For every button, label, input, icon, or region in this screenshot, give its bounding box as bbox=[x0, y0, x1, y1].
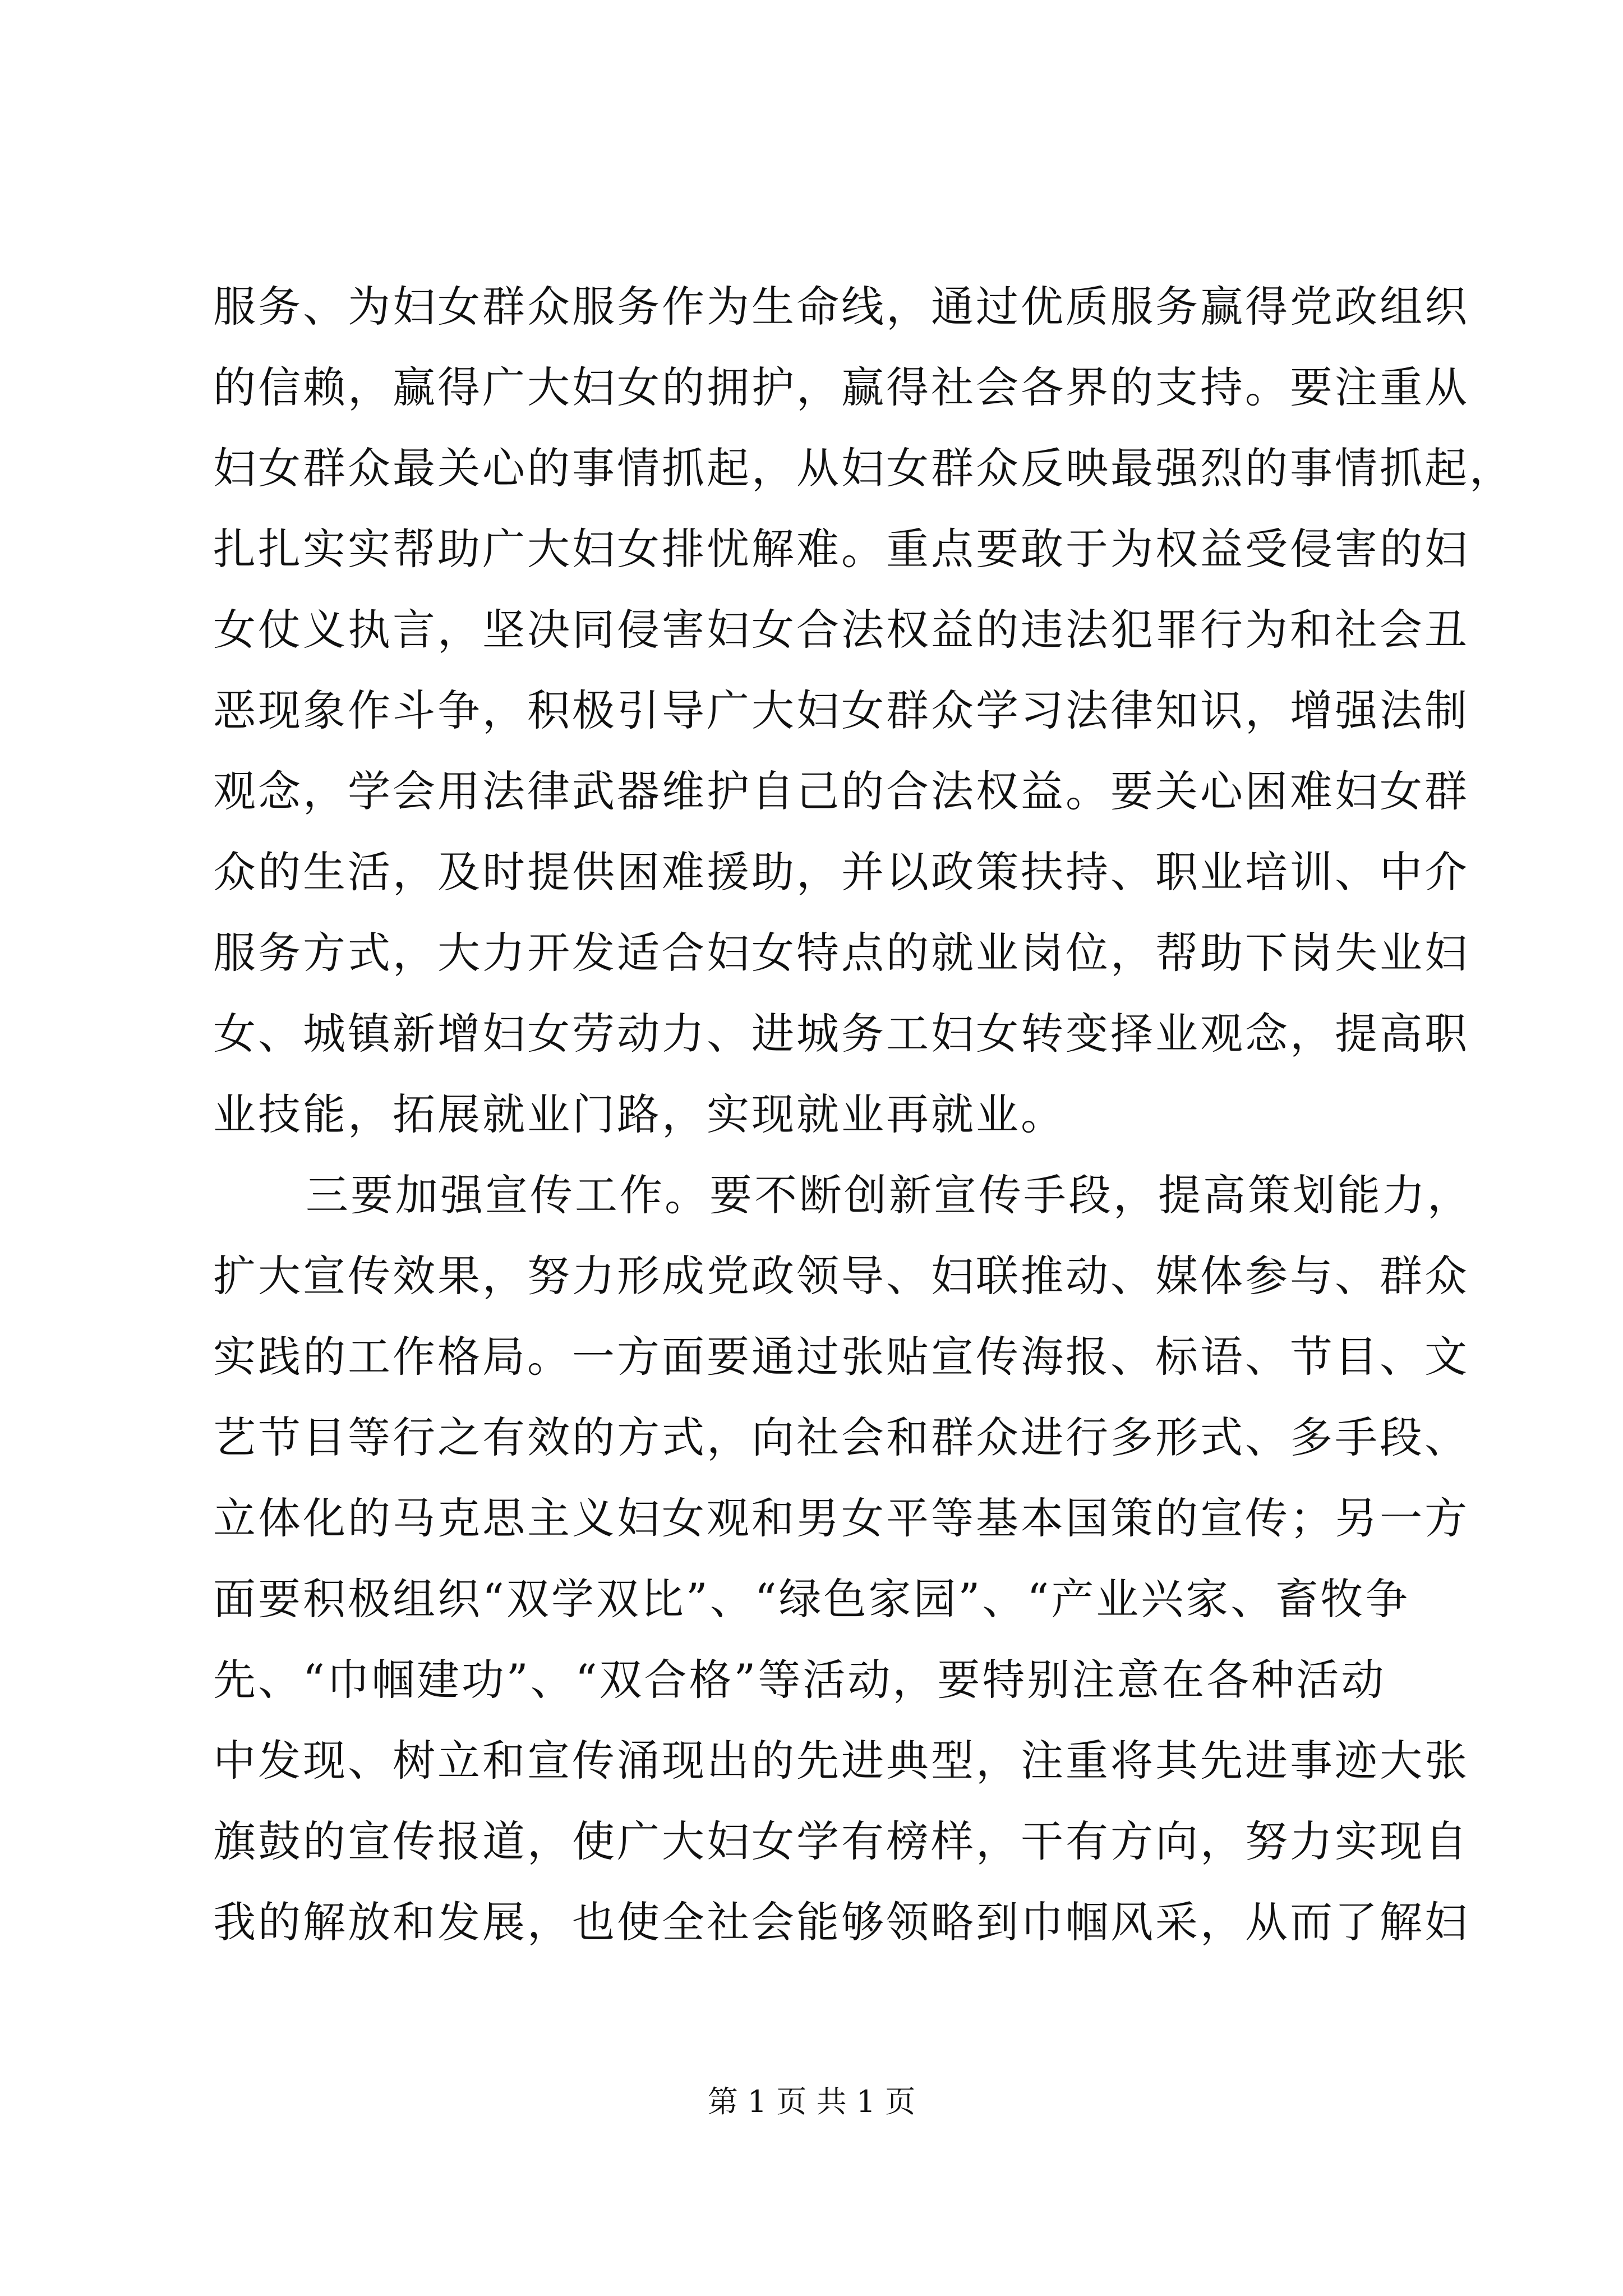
text-line: 实践的工作格局。一方面要通过张贴宣传海报、标语、节目、文 bbox=[213, 1332, 1469, 1382]
paragraph-start-line: 三要加强宣传工作。要不断创新宣传手段，提高策划能力， bbox=[306, 1170, 1472, 1220]
text-line: 众的生活，及时提供困难援助，并以政策扶持、职业培训、中介 bbox=[213, 847, 1469, 897]
text-line: 服务方式，大力开发适合妇女特点的就业岗位，帮助下岗失业妇 bbox=[213, 928, 1469, 978]
text-line: 观念，学会用法律武器维护自己的合法权益。要关心困难妇女群 bbox=[213, 766, 1469, 816]
text-line: 业技能，拓展就业门路，实现就业再就业。 bbox=[213, 1089, 1066, 1139]
text-line: 艺节目等行之有效的方式，向社会和群众进行多形式、多手段、 bbox=[213, 1412, 1469, 1462]
page-footer: 第 1 页 共 1 页 bbox=[707, 2084, 916, 2119]
text-line: 女仗义执言，坚决同侵害妇女合法权益的违法犯罪行为和社会丑 bbox=[213, 605, 1469, 655]
text-line: 的信赖，赢得广大妇女的拥护，赢得社会各界的支持。要注重从 bbox=[213, 362, 1469, 412]
text-line: 我的解放和发展，也使全社会能够领略到巾帼风采，从而了解妇 bbox=[213, 1897, 1469, 1947]
text-line: 旗鼓的宣传报道，使广大妇女学有榜样，干有方向，努力实现自 bbox=[213, 1816, 1469, 1866]
text-line: 恶现象作斗争，积极引导广大妇女群众学习法律知识，增强法制 bbox=[213, 685, 1469, 735]
text-line: 中发现、树立和宣传涌现出的先进典型，注重将其先进事迹大张 bbox=[213, 1736, 1469, 1786]
text-line: 面要积极组织“双学双比”、“绿色家园”、“产业兴家、畜牧争 bbox=[213, 1574, 1410, 1624]
text-line: 服务、为妇女群众服务作为生命线，通过优质服务赢得党政组织 bbox=[213, 282, 1469, 332]
text-line: 妇女群众最关心的事情抓起，从妇女群众反映最强烈的事情抓起， bbox=[213, 443, 1514, 493]
text-line: 立体化的马克思主义妇女观和男女平等基本国策的宣传；另一方 bbox=[213, 1493, 1469, 1543]
text-line: 扩大宣传效果，努力形成党政领导、妇联推动、媒体参与、群众 bbox=[213, 1251, 1469, 1301]
text-line: 扎扎实实帮助广大妇女排忧解难。重点要敢于为权益受侵害的妇 bbox=[213, 524, 1469, 574]
text-line: 女、城镇新增妇女劳动力、进城务工妇女转变择业观念，提高职 bbox=[213, 1009, 1469, 1059]
document-body bbox=[213, 266, 1514, 1963]
text-line: 先、“巾帼建功”、“双合格”等活动，要特别注意在各种活动 bbox=[213, 1655, 1386, 1705]
